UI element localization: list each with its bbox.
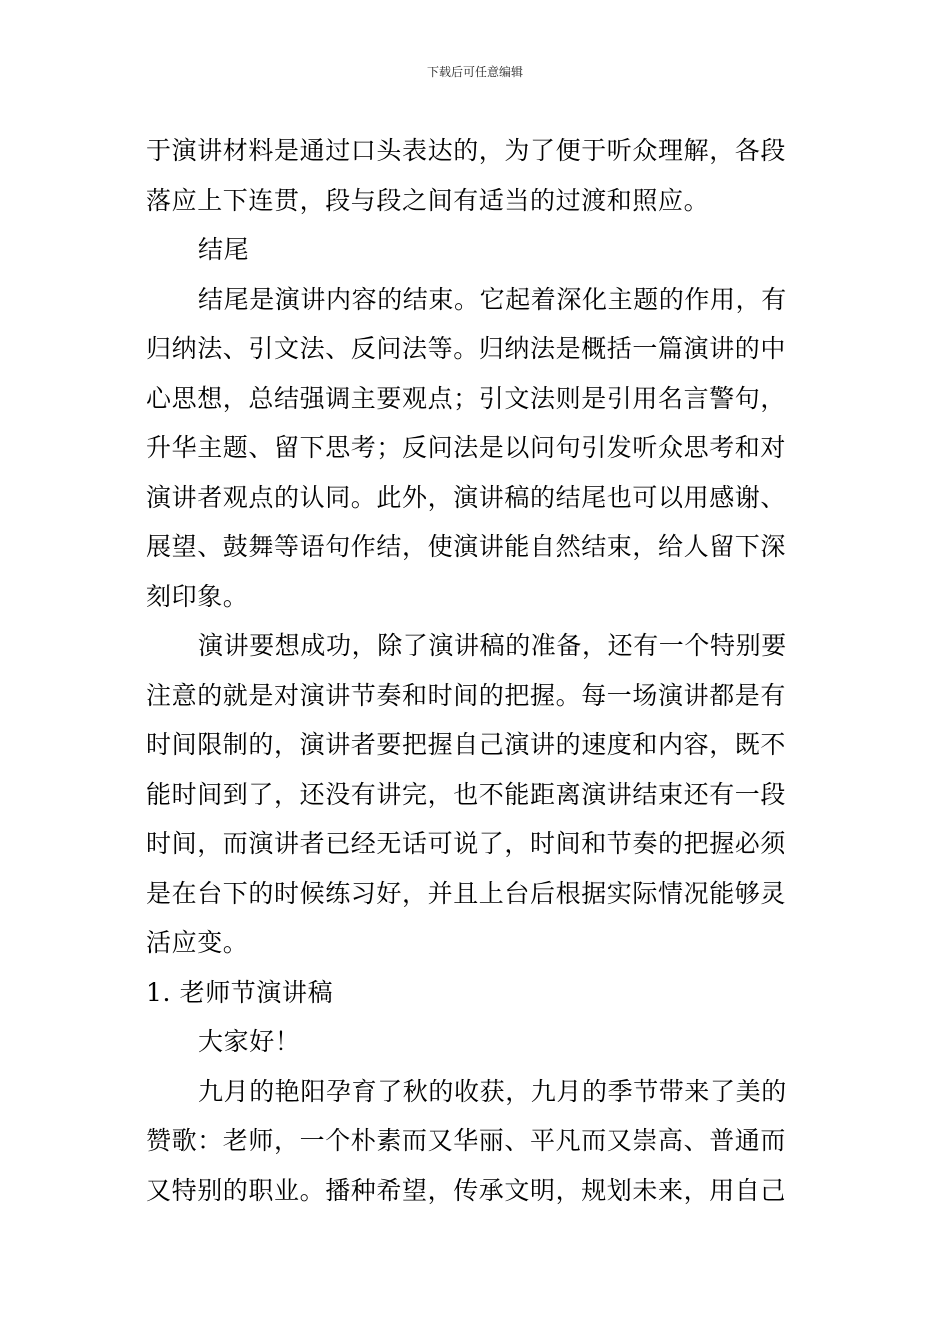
speech-paragraph: 九月的艳阳孕育了秋的收获，九月的季节带来了美的赞歌：老师，一个朴素而又华丽、平凡而又崇高、普通而又特别的职业。播种希望，传承文明，规划未来，用自己 — [146, 1076, 787, 1205]
speech-greeting: 大家好！ — [198, 1027, 301, 1056]
paragraph-continuation: 于演讲材料是通过口头表达的，为了便于听众理解，各段落应上下连贯，段与段之间有适当的过渡和照应。 — [146, 136, 787, 215]
page-header: 下载后可任意编辑 — [426, 65, 523, 79]
section-heading-ending: 结尾 — [198, 235, 250, 264]
paragraph-rhythm-time: 演讲要想成功，除了演讲稿的准备，还有一个特别要注意的就是对演讲节奏和时间的把握。每一场演讲都是有时间限制的，演讲者要把握自己演讲的速度和内容，既不能时间到了，还没有讲完，也不能距离演讲结束还有一段时间，而演讲者已经无话可说了，时间和节奏的把握必须是在台下的时候练习好，并且上台后根据实际情况能够灵活应变。 — [146, 631, 787, 957]
document-body — [146, 126, 810, 1215]
section-title-teachers-day-speech: 1. 老师节演讲稿 — [146, 977, 334, 1007]
paragraph-ending-description: 结尾是演讲内容的结束。它起着深化主题的作用，有归纳法、引文法、反问法等。归纳法是概括一篇演讲的中心思想，总结强调主要观点；引文法则是引用名言警句，升华主题、留下思考；反问法是以问句引发听众思考和对演讲者观点的认同。此外，演讲稿的结尾也可以用感谢、展望、鼓舞等语句作结，使演讲能自然结束，给人留下深刻印象。 — [146, 284, 787, 611]
